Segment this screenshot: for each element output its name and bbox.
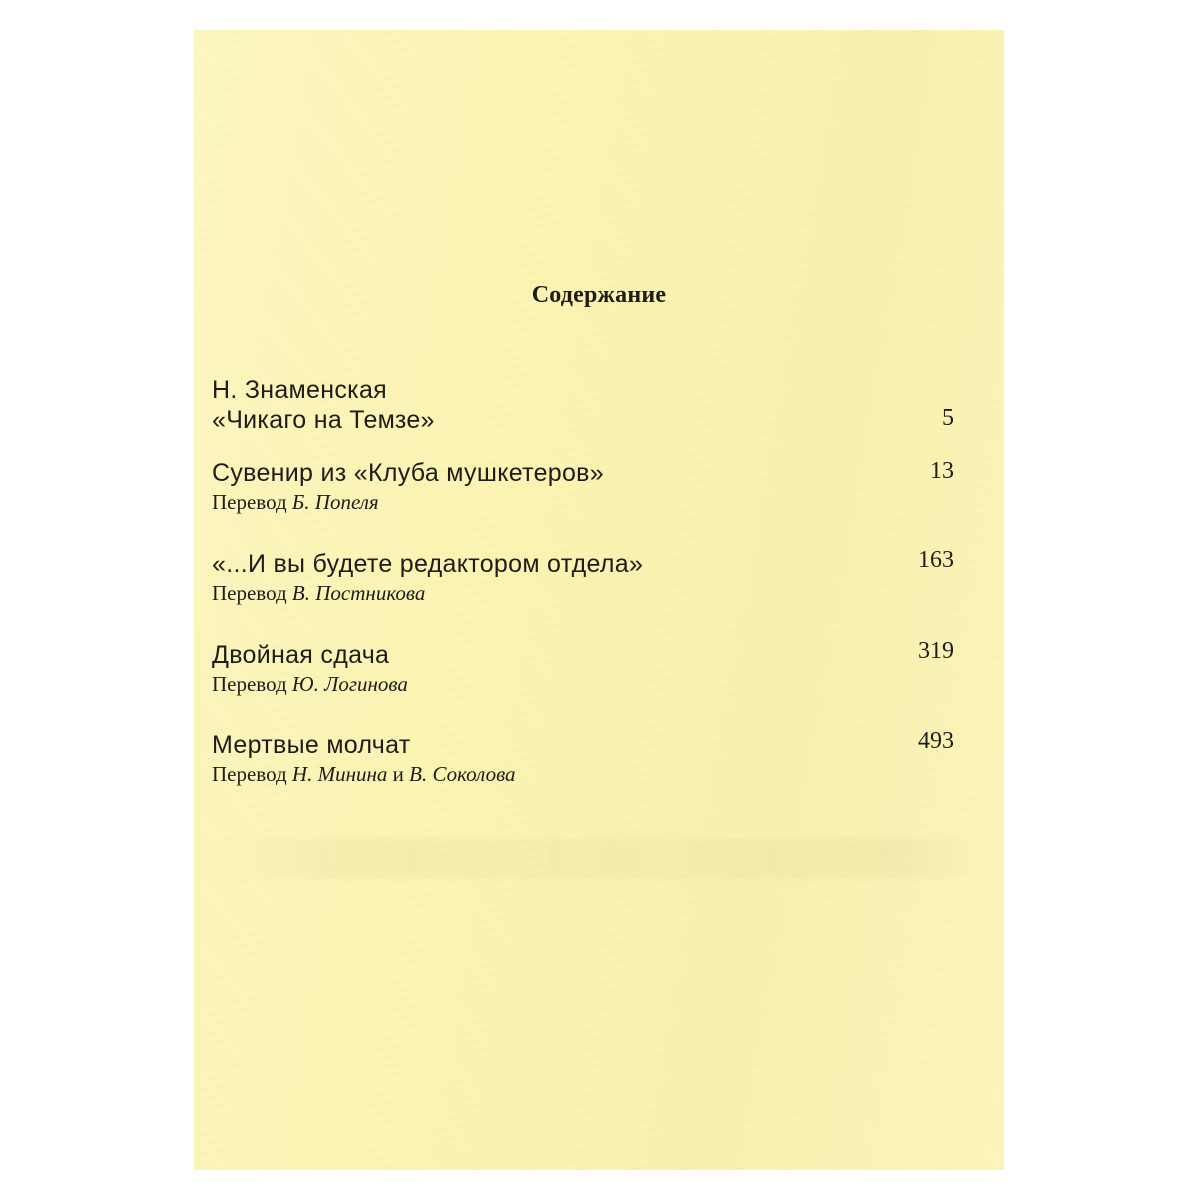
entry-page-number: 5 bbox=[942, 405, 954, 431]
translator-conjunction: и bbox=[392, 762, 404, 786]
translator-name: Б. Попеля bbox=[291, 490, 379, 514]
entry-page-number: 13 bbox=[930, 458, 954, 484]
entry-title: «...И вы будете редактором отдела» bbox=[212, 550, 644, 578]
entry-title: Двойная сдача bbox=[212, 641, 390, 669]
entry-translator-line bbox=[212, 579, 954, 607]
book-page bbox=[194, 30, 1004, 1170]
entry-title: Мертвые молчат bbox=[212, 731, 411, 759]
toc-entry bbox=[212, 375, 954, 435]
translator-label: Перевод bbox=[212, 490, 287, 514]
entry-title: Сувенир из «Клуба мушкетеров» bbox=[212, 459, 604, 487]
toc-entry bbox=[212, 549, 954, 607]
translator-name: Ю. Логинова bbox=[291, 672, 408, 696]
show-through-text bbox=[214, 838, 974, 878]
translator-label: Перевод bbox=[212, 581, 287, 605]
translator-name-2: В. Соколова bbox=[409, 762, 516, 786]
entry-page-number: 493 bbox=[918, 728, 954, 754]
page-title: Содержание bbox=[531, 282, 667, 308]
toc-entry bbox=[212, 458, 954, 516]
entry-translator-line bbox=[212, 670, 954, 698]
toc-entry bbox=[212, 730, 954, 788]
entry-translator-line bbox=[212, 488, 954, 516]
toc-entry bbox=[212, 640, 954, 698]
translator-name: В. Постникова bbox=[291, 581, 426, 605]
entry-page-number: 163 bbox=[918, 547, 954, 573]
translator-label: Перевод bbox=[212, 672, 287, 696]
translator-label: Перевод bbox=[212, 762, 287, 786]
translator-name: Н. Минина bbox=[291, 762, 388, 786]
entry-translator-line bbox=[212, 760, 954, 788]
entry-author: Н. Знаменская bbox=[212, 376, 387, 404]
entry-page-number: 319 bbox=[918, 638, 954, 664]
entry-title: «Чикаго на Темзе» bbox=[212, 406, 435, 434]
